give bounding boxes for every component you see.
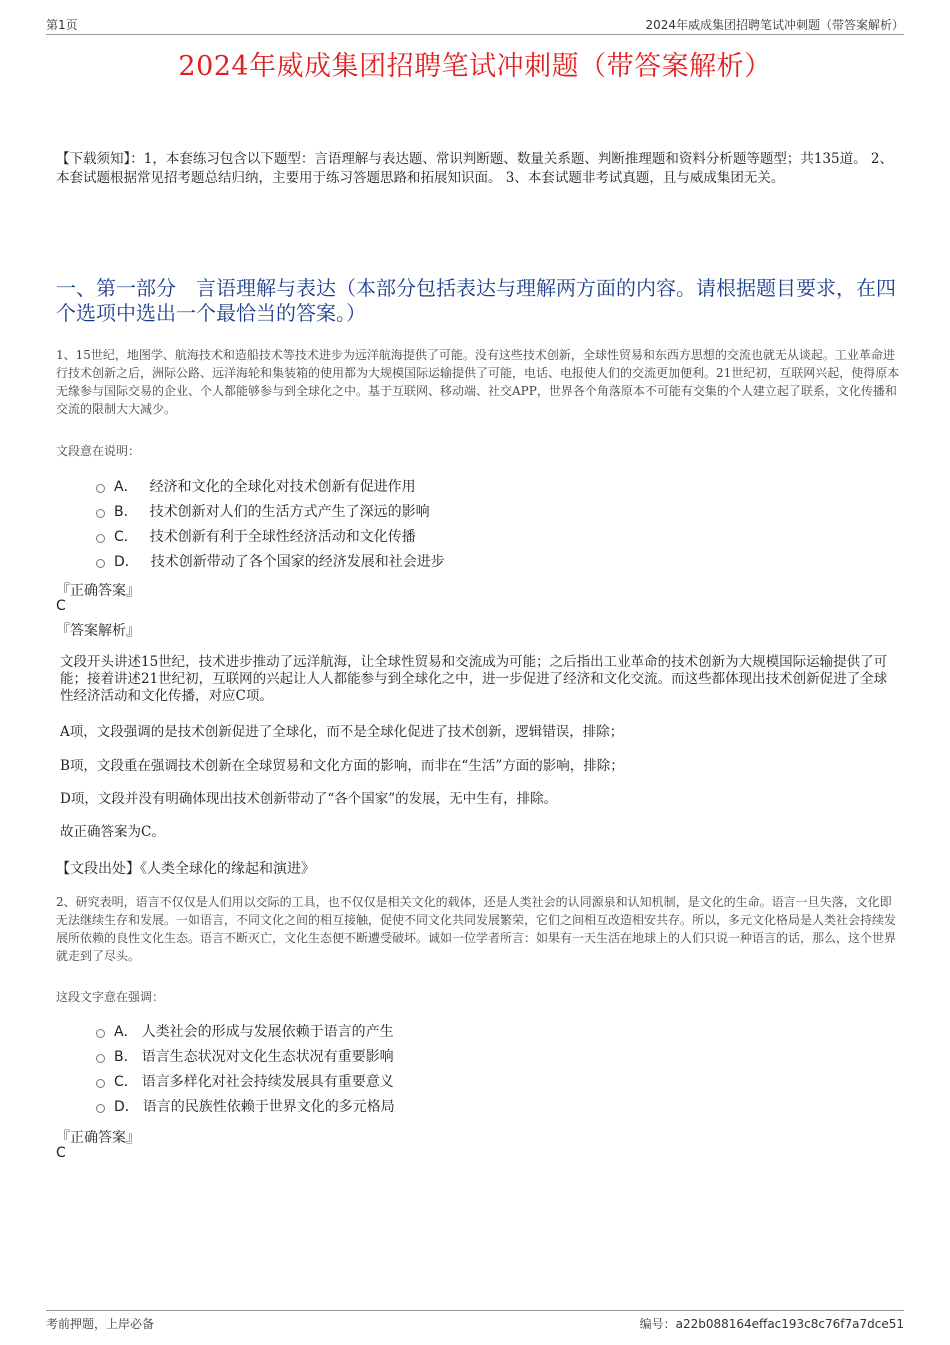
page-footer (46, 1310, 904, 1331)
question-1-answer-label: 『正确答案』 (56, 583, 140, 599)
question-1-analysis-summary: 文段开头讲述15世纪，技术进步推动了远洋航海，让全球性贸易和交流成为可能；之后指出工业革命的技术创新为大规模国际运输提供了可能；接着讲述21世纪初，互联网的兴起让人人都能参与到全球化之中，进一步促进了经济和文化交流。而这些都体现出技术创新促进了全球性经济活动和文化传播，对应C项。 (60, 654, 888, 704)
radio-icon[interactable] (96, 1104, 105, 1113)
question-2-option-c[interactable]: C． 语言多样化对社会持续发展具有重要意义 (96, 1068, 395, 1093)
footer-slogan: 考前押题，上岸必备 (46, 1317, 155, 1331)
question-1-option-b[interactable]: B． 技术创新对人们的生活方式产生了深远的影响 (96, 498, 445, 523)
question-2-answer-label: 『正确答案』 (56, 1130, 140, 1146)
question-2-options (96, 1018, 395, 1118)
download-notice: 【下载须知】：1，本套练习包含以下题型：言语理解与表达题、常识判断题、数量关系题、判断推理题和资料分析题等题型；共135道。 2、本套试题根据常见招考题总结归纳，主要用于练习答题思路和拓展知识面。 3、本套试题非考试真题，且与威成集团无关。 (56, 151, 893, 186)
question-1-analysis-label: 『答案解析』 (56, 623, 140, 639)
question-1-option-c[interactable]: C． 技术创新有利于全球性经济活动和文化传播 (96, 523, 445, 548)
radio-icon[interactable] (96, 534, 105, 543)
radio-icon[interactable] (96, 1029, 105, 1038)
question-1-analysis-conclusion: 故正确答案为C。 (60, 824, 165, 840)
document-title: 2024年威成集团招聘笔试冲刺题（带答案解析） (178, 51, 772, 82)
question-2-option-b[interactable]: B． 语言生态状况对文化生态状况有重要影响 (96, 1043, 395, 1068)
question-1-option-a[interactable]: A． 经济和文化的全球化对技术创新有促进作用 (96, 473, 445, 498)
question-2-stem: 这段文字意在强调： (56, 990, 165, 1004)
question-1-option-d[interactable]: D． 技术创新带动了各个国家的经济发展和社会进步 (96, 548, 445, 573)
header-doc-title: 2024年威成集团招聘笔试冲刺题（带答案解析） (645, 18, 904, 32)
page-header (46, 14, 904, 35)
question-2-text: 2、研究表明，语言不仅仅是人们用以交际的工具，也不仅仅是相关文化的载体，还是人类社会的认同源泉和认知机制，是文化的生命。语言一旦失落，文化即无法继续生存和发展。一如语言，不同文化之间的相互接触，促使不同文化共同发展繁荣，它们之间相互改造相安共存。所以，多元文化格局是人类社会持续发展所依赖的良性文化生态。语言不断灭亡，文化生态便不断遭受破坏。诚如一位学者所言：如果有一天生活在地球上的人们只说一种语言的话，那么，这个世界就走到了尽头。 (56, 895, 897, 963)
radio-icon[interactable] (96, 1079, 105, 1088)
question-1-options (96, 473, 445, 573)
footer-doc-id: 编号：a22b088164effac193c8c76f7a7dce51 (639, 1317, 904, 1331)
radio-icon[interactable] (96, 509, 105, 518)
question-2-option-a[interactable]: A． 人类社会的形成与发展依赖于语言的产生 (96, 1018, 395, 1043)
page-number: 第1页 (46, 18, 78, 32)
question-1-analysis-a: A项，文段强调的是技术创新促进了全球化，而不是全球化促进了技术创新，逻辑错误，排除； (60, 724, 624, 740)
question-1-source: 【文段出处】《人类全球化的缘起和演进》 (56, 861, 315, 877)
radio-icon[interactable] (96, 484, 105, 493)
question-2-answer: C (56, 1145, 66, 1161)
radio-icon[interactable] (96, 559, 105, 568)
section-title: 一、第一部分 言语理解与表达（本部分包括表达与理解两方面的内容。请根据题目要求，在四个选项中选出一个最恰当的答案。） (56, 276, 896, 325)
question-1-analysis-d: D项，文段并没有明确体现出技术创新带动了“各个国家”的发展，无中生有，排除。 (60, 791, 558, 807)
question-2-option-d[interactable]: D． 语言的民族性依赖于世界文化的多元格局 (96, 1093, 395, 1118)
question-1-answer: C (56, 598, 66, 614)
radio-icon[interactable] (96, 1054, 105, 1063)
question-1-stem: 文段意在说明： (56, 444, 141, 458)
question-1-text: 1、15世纪，地图学、航海技术和造船技术等技术进步为远洋航海提供了可能。没有这些技术创新，全球性贸易和东西方思想的交流也就无从谈起。工业革命进行技术创新之后，洲际公路、远洋海轮和集装箱的使用都为大规模国际运输提供了可能，电话、电报使人们的交流更加便利。21世纪初，互联网兴起，使得原本无缘参与国际交易的企业、个人都能够参与到全球化之中。基于互联网、移动端、社交APP，世界各个角落原本不可能有交集的个人建立起了联系，文化传播和交流的限制大大减少。 (56, 348, 900, 416)
question-1-analysis-b: B项，文段重在强调技术创新在全球贸易和文化方面的影响，而非在“生活”方面的影响，排除； (60, 758, 624, 774)
